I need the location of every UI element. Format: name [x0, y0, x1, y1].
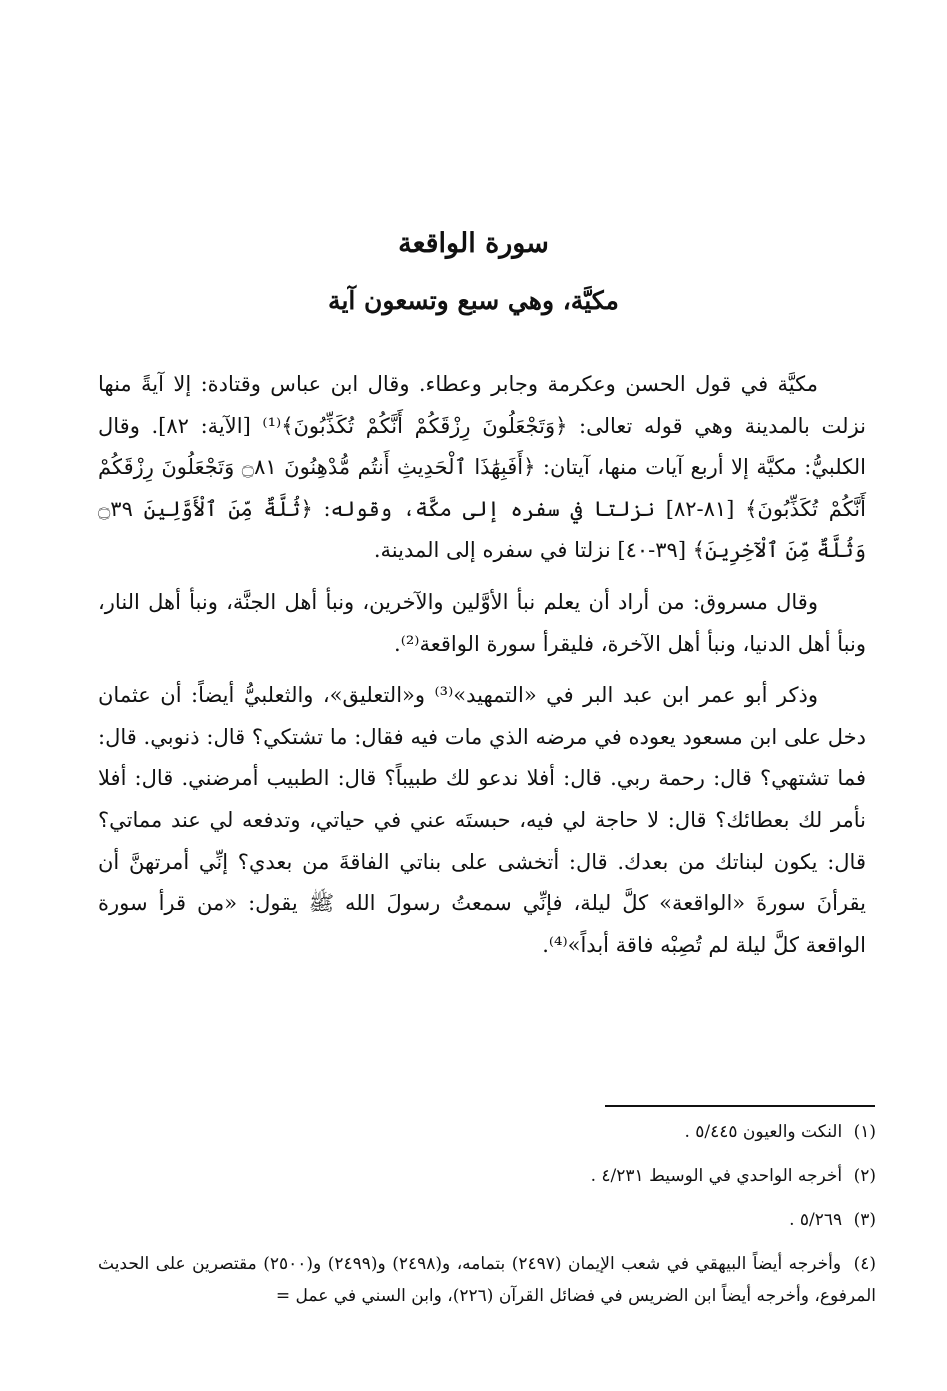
footnote-number: (١): [853, 1122, 876, 1142]
footnote-text: أخرجه الواحدي في الوسيط ٤/٢٣١ .: [590, 1166, 843, 1186]
footnote-number: (٢): [853, 1166, 876, 1186]
surah-subtitle: مكيَّة، وهي سبع وتسعون آية: [328, 286, 619, 315]
footnote: [98, 1160, 876, 1192]
footnote: [98, 1204, 876, 1236]
body-paragraph: مكيَّة في قول الحسن وعكرمة وجابر وعطاء. وقال ابن عباس وقتادة: إلا آيةً منها نزلت بالمدينة وهي قوله تعالى: ﴿وَتَجْعَلُونَ رِزْقَكُمْ أَنَّكُمْ تُكَذِّبُونَ﴾⁽¹⁾ [الآية: ٨٢]. وقال الكلبيُّ: مكيَّة إلا أربع آيات منها، آيتان: ﴿أَفَبِهَٰذَا ٱلْحَدِيثِ أَنتُم مُّدْهِنُونَ ۝٨١ وَتَجْعَلُونَ رِزْقَكُمْ أَنَّكُمْ تُكَذِّبُونَ﴾ [٨١-٨٢] نزلتا في سفره إلى مكَّة، وقوله: ﴿ثُلَّةٌ مِّنَ ٱلْأَوَّلِينَ ۝٣٩ وَثُلَّةٌ مِّنَ ٱلْآخِرِينَ﴾ [٣٩-٤٠] نزلتا في سفره إلى المدينة.: [98, 372, 866, 563]
footnote-text: ٥/٢٦٩ .: [789, 1210, 843, 1230]
footnote: [98, 1116, 876, 1148]
footnotes: [98, 1116, 876, 1324]
footnote-text: وأخرجه أيضاً البيهقي في شعب الإيمان (٢٤٩٧) بتمامه، و(٢٤٩٨) و(٢٤٩٩) و(٢٥٠٠) مقتصرين على الحديث المرفوع، وأخرجه أيضاً ابن الضريس في فضائل القرآن (٢٢٦)، وابن السني في عمل =: [98, 1254, 876, 1306]
footnote-number: (٤): [853, 1254, 876, 1274]
footnote-divider: [605, 1105, 875, 1107]
footnote: [98, 1248, 876, 1312]
footnote-number: (٣): [853, 1210, 876, 1230]
body-paragraph: وقال مسروق: من أراد أن يعلم نبأ الأوَّلين والآخرين، ونبأ أهل الجنَّة، ونبأ أهل النار، ونبأ أهل الدنيا، ونبأ أهل الآخرة، فليقرأ سورة الواقعة⁽²⁾.: [98, 589, 866, 656]
footnote-text: النكت والعيون ٥/٤٤٥ .: [684, 1122, 843, 1142]
surah-title: سورة الواقعة: [398, 228, 549, 259]
main-body: [98, 364, 866, 976]
body-paragraph: وذكر أبو عمر ابن عبد البر في «التمهيد»⁽³⁾ و«التعليق»، والثعلبيُّ أيضاً: أن عثمان دخل على ابن مسعود يعوده في مرضه الذي مات فيه فقال: ما تشتكي؟ قال: ذنوبي. قال: فما تشتهي؟ قال: رحمة ربي. قال: أفلا ندعو لك طبيباً؟ قال: الطبيب أمرضني. قال: أفلا نأمر لك بعطائك؟ قال: لا حاجة لي فيه، حبستَه عني في حياتي، وتدفعه لي عند مماتي؟ قال: يكون لبناتك من بعدك. قال: أتخشى على بناتي الفاقةَ من بعدي؟ إنِّي أمرتهنَّ أن يقرأنَ سورةَ «الواقعة» كلَّ ليلة، فإنِّي سمعتُ رسولَ الله ﷺ يقول: «من قرأ سورة الواقعة كلَّ ليلة لم تُصِبْه فاقة أبداً»⁽⁴⁾.: [98, 683, 866, 957]
